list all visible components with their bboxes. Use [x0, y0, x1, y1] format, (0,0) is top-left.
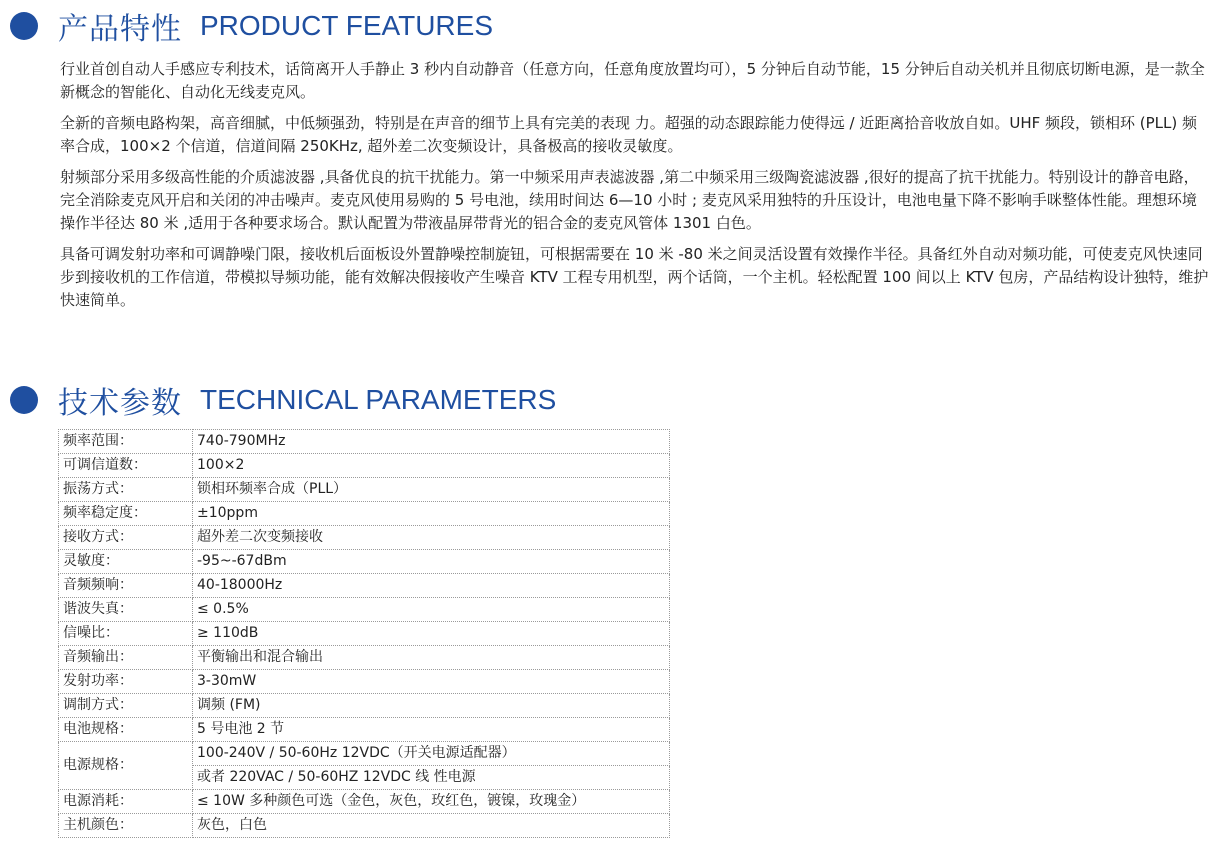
- table-row: [59, 430, 670, 454]
- param-value: ±10ppm: [193, 502, 670, 526]
- param-label: 音频频响：: [59, 574, 193, 598]
- param-value: 调频 (FM): [193, 694, 670, 718]
- param-label: 接收方式：: [59, 526, 193, 550]
- parameters-title-cn: 技术参数: [58, 386, 182, 421]
- table-row: [59, 550, 670, 574]
- parameters-table: [58, 429, 670, 838]
- param-label: 频率范围：: [59, 430, 193, 454]
- circle-bullet-icon: [10, 12, 38, 40]
- param-value: -95~-67dBm: [193, 550, 670, 574]
- table-row: [59, 742, 670, 766]
- param-value: 或者 220VAC / 50-60HZ 12VDC 线 性电源: [193, 766, 670, 790]
- feature-paragraph: 行业首创自动人手感应专利技术，话筒离开人手静止 3 秒内自动静音（任意方向，任意角度放置均可），5 分钟后自动节能，15 分钟后自动关机并且彻底切断电源，是一款全新概念的智能化、自动化无线麦克风。: [60, 60, 1205, 101]
- param-label: 振荡方式：: [59, 478, 193, 502]
- table-row: [59, 598, 670, 622]
- param-value: 740-790MHz: [193, 430, 670, 454]
- table-row: [59, 478, 670, 502]
- param-value: 锁相环频率合成（PLL）: [193, 478, 670, 502]
- table-row: [59, 454, 670, 478]
- table-row: [59, 622, 670, 646]
- param-label: 信噪比：: [59, 622, 193, 646]
- param-value: 3-30mW: [193, 670, 670, 694]
- param-label: 电源消耗：: [59, 790, 193, 814]
- param-value: 40-18000Hz: [193, 574, 670, 598]
- table-row: [59, 694, 670, 718]
- param-value: 5 号电池 2 节: [193, 718, 670, 742]
- param-value: 灰色，白色: [193, 814, 670, 838]
- param-label: 灵敏度：: [59, 550, 193, 574]
- feature-paragraph: 具备可调发射功率和可调静噪门限，接收机后面板设外置静噪控制旋钮，可根据需要在 10 米 -80 米之间灵活设置有效操作半径。具备红外自动对频功能，可使麦克风快速同步到接收机的工作信道，带模拟导频功能，能有效解决假接收产生噪音 KTV 工程专用机型，两个话筒，一个主机。轻松配置 100 间以上 KTV 包房，产品结构设计独特，维护快速简单。: [60, 245, 1209, 309]
- param-value: ≥ 110dB: [193, 622, 670, 646]
- param-value: 100-240V / 50-60Hz 12VDC（开关电源适配器）: [193, 742, 670, 766]
- parameters-section-header: [10, 380, 556, 420]
- table-row: [59, 670, 670, 694]
- table-row: [59, 646, 670, 670]
- param-value: 100×2: [193, 454, 670, 478]
- circle-bullet-icon: [10, 386, 38, 414]
- param-label: 谐波失真：: [59, 598, 193, 622]
- features-paragraphs: [60, 58, 1210, 320]
- param-label: 频率稳定度：: [59, 502, 193, 526]
- table-row: [59, 814, 670, 838]
- table-row: [59, 526, 670, 550]
- param-label: 电池规格：: [59, 718, 193, 742]
- table-row: [59, 502, 670, 526]
- table-row: [59, 718, 670, 742]
- param-label: 发射功率：: [59, 670, 193, 694]
- param-label: 主机颜色：: [59, 814, 193, 838]
- param-value: ≤ 10W 多种颜色可选（金色，灰色，玫红色，镀镍，玫瑰金）: [193, 790, 670, 814]
- table-row: [59, 790, 670, 814]
- param-value: 平衡输出和混合输出: [193, 646, 670, 670]
- features-title-en: PRODUCT FEATURES: [200, 10, 493, 41]
- parameters-title-en: TECHNICAL PARAMETERS: [200, 384, 557, 415]
- param-label: 音频输出：: [59, 646, 193, 670]
- feature-paragraph: 射频部分采用多级高性能的介质滤波器 ,具备优良的抗干扰能力。第一中频采用声表滤波器 ,第二中频采用三级陶瓷滤波器 ,很好的提高了抗干扰能力。特别设计的静音电路，完全消除麦克风开启和关闭的冲击噪声。麦克风使用易购的 5 号电池，续用时间达 6—10 小时 ; 麦克风采用独特的升压设计，电池电量下降不影响手咪整体性能。理想环境操作半径达 80 米 ,适用于各种要求场合。默认配置为带液晶屏带背光的铝合金的麦克风管体 1301 白色。: [60, 168, 1199, 232]
- table-row: [59, 574, 670, 598]
- feature-paragraph: 全新的音频电路构架，高音细腻，中低频强劲，特别是在声音的细节上具有完美的表现 力。超强的动态跟踪能力使得远 / 近距离拾音收放自如。UHF 频段，锁相环 (PLL) 频率合成，100×2 个信道，信道间隔 250KHz, 超外差二次变频设计，具备极高的接收灵敏度。: [60, 114, 1198, 155]
- param-value: 超外差二次变频接收: [193, 526, 670, 550]
- features-section-header: [10, 6, 493, 46]
- param-label: 电源规格：: [59, 742, 193, 790]
- param-value: ≤ 0.5%: [193, 598, 670, 622]
- features-title-cn: 产品特性: [58, 12, 182, 47]
- param-label: 调制方式：: [59, 694, 193, 718]
- param-label: 可调信道数：: [59, 454, 193, 478]
